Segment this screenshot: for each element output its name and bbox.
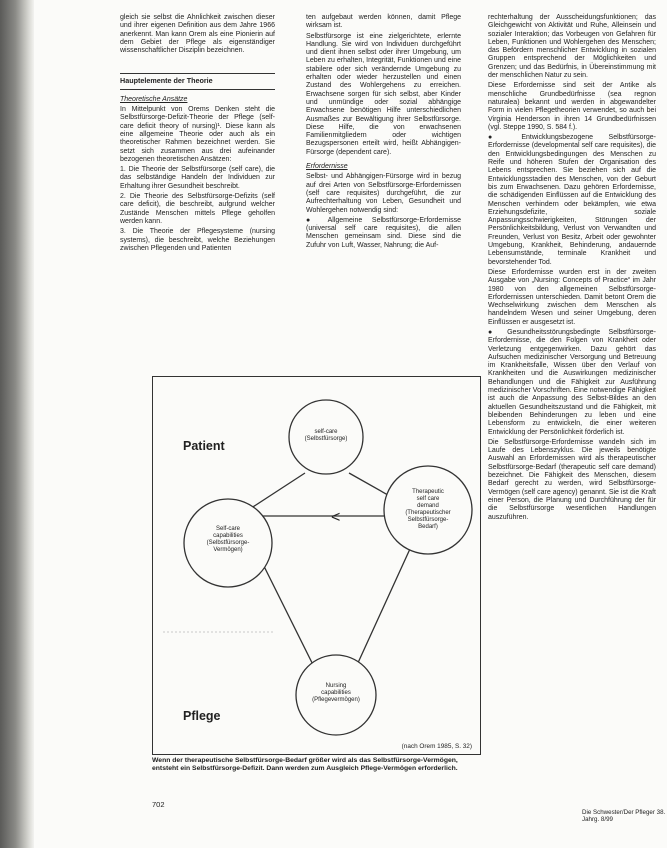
second-edition-paragraph: Diese Erfordernisse wurden erst in der zweiten Ausgabe von „Nursing: Concepts of Practice“ im Jahr 1980 von den allgemeinen Selbstfürsorge-Erfordernissen unterschieden. Damit betont Orem die Wechselwirkung zwischen dem Menschen als handelndem Wesen und seiner Umgebung, deren Einflüssen er ausgesetzt ist. [488,268,656,326]
selfcare-paragraph: Selbstfürsorge ist eine zielgerichtete, erlernte Handlung. Sie wird von Individuen durchgeführt und dient ihnen selbst oder ihrer Umgebung, um Leben zu erhalten, Integrität, Funktionen und eine stabilere oder sich verändernde Umgebung zu erhalten oder wieder herzustellen und einen Zustand des Wohlergehens zu erreichen. Erwachsene sorgen für sich selbst, aber Kinder und unmündige oder sozial abhängige Erwachsene benötigen Hilfe unterschiedlichen Ausmaßes zur Bewältigung ihrer Selbstfürsorge. Diese Hilfe, die von erwachsenen Familienmitgliedern oder wichtigen Bezugspersonen erteilt wird, heißt Abhängigen-Fürsorge (dependent care). [306,32,461,156]
list-item-1: 1. Die Theorie der Selbstfürsorge (self care), die das selbständige Handeln der Individuen zur Erhaltung ihrer Gesundheit beschreibt. [120,166,275,190]
node-nursing-text: Nursing capabilities (Pflegevermögen) [312,683,360,703]
text-column-right [488,14,656,524]
book-spine-shadow [0,0,34,848]
page-number: 702 [152,800,165,809]
node-demand-text: Therapeutic self care demand (Therapeutischer Selbstfürsorge- Bedarf) [405,489,451,530]
figure-source: (nach Orem 1985, S. 32) [401,743,472,750]
antiquity-paragraph: Diese Erfordernisse sind seit der Antike als menschliche Grundbedürfnisse (sea regnon naturalea) bekannt und werden in abgewandelter Form in vielen Pflegetheorien verwendet, so auch bei Virginia Henderson in ihren 14 Grundbedürfnissen (vgl. Steppe 1990, S. 584 f.). [488,82,656,131]
lifecycle-paragraph: Die Selbstfürsorge-Erfordernisse wandeln sich im Laufe des Lebenszyklus. Die jeweils benötigte Auswahl an Erfordernissen wird als therapeutischer Selbstfürsorge-Bedarf (therapeutic self care demand) bezeichnet. Die Fähigkeit des Menschen, diesem Bedarf gerecht zu werden, wird Selbstfürsorge-Vermögen (self care agency) genannt. Sie ist die Kraft einer Person, die Planung und Durchführung der für die Selbstfürsorge wesentlichen Handlungen auszuführen. [488,438,656,521]
continuation-paragraph: ten aufgebaut werden können, damit Pflege wirksam ist. [306,14,461,30]
requisites-paragraph: Selbst- und Abhängigen-Fürsorge wird in bezug auf drei Arten von Selbstfürsorge-Erfordernissen (self care requisites) durchgeführt, die zur Aufrechterhaltung von Leben, Gesundheit und Wohlergehen notwendig sind: [306,173,461,214]
orem-model-figure [152,376,481,755]
bullet-icon: ● [488,328,508,336]
bullet-icon: ● [306,216,328,224]
list-item-3: 3. Die Theorie der Pflegesysteme (nursing systems), die beschreibt, welche Beziehungen zwischen Pflegenden und Patienten [120,228,275,252]
document-page [34,0,667,848]
bullet-icon: ● [488,134,522,142]
label-pflege: Pflege [183,709,221,723]
subheading-requirements: Erfordernisse [306,163,348,171]
label-patient: Patient [183,439,225,453]
theory-paragraph: In Mittelpunkt von Orems Denken steht die Selbstfürsorge-Defizit-Theorie der Pflege (self-care deficit theory of nursing)¹. Diese kann als eine allgemeine Theorie oder auch als ein theoretischer Rahmen bezeichnet werden. Sie setzt sich zusammen aus drei aufeinander bezogenen theoretischen Ansätzen: [120,106,275,163]
text-column-middle [306,14,461,252]
journal-footer: Die Schwester/Der Pfleger 38. Jahrg. 8/99 [582,809,666,823]
developmental-paragraph: ● Entwicklungsbezogene Selbstfürsorge-Erfordernisse (developmental self care requisites), die den Entwicklungsbedingungen des Menschen zu Reife und höheren Stufen der Organisation des Lebens entsprechen. Sie beziehen sich auf die Entwicklungsstadien des Menschen, von der Geburt bis zum Erwachsenen. Dazu gehören Erfordernisse, die schädigenden Einflüssen auf die Entwicklung des Menschen verhindern oder bekämpfen, wie etwa Erziehungsdefizite, soziale Anpassungsschwierigkeiten, Störungen der Persönlichkeitsbildung, Verlust von Verwandten und Freunden, Verlust von Besitz, Arbeit oder gewohnter Umgebung, Krankheit, Behinderung, andauernde Lebensumstände, terminale Krankheit und bevorstehender Tod. [488,134,656,266]
node-selfcare-text: self-care (Selbstfürsorge) [304,429,348,442]
node-capabilities-text: Self-care capabilities (Selbstfürsorge- Vermögen) [206,526,250,553]
section-heading: Hauptelemente der Theorie [120,73,275,89]
less-than-symbol: < [331,509,341,526]
needs-paragraph: rechterhaltung der Ausscheidungsfunktionen; das Gleichgewicht von Aktivität und Ruhe, Alleinsein und sozialer Interaktion; das Vorbeugen von Gefahren für Leben, Funktionen und Wohlergehen des Menschen; das Befördern menschlicher Entwicklung in sozialen Gruppen entsprechend der Möglichkeiten und Grenzen; und das Bedürfnis, in Übereinstimmung mit der menschlichen Natur zu sein. [488,14,656,80]
health-deviation-paragraph: ● Gesundheitsstörungsbedingte Selbstfürsorge-Erfordernisse, die den Folgen von Krankheit oder Verletzung entgegenwirken. Dazu gehört das Aufsuchen medizinischer Versorgung und Betreuung im Krankheitsfalle, Wissen über den Verlauf von Krankheiten und die Auswirkungen medizinischer Behandlungen und die Fähigkeit zur Ausführung medizinischer Vorschriften. Eine notwendige Fähigkeit ist auch die Anpassung des Selbst-Bildes an den aktuellen Gesundheitszustand und die Fähigkeit, mit bleibenden Behinderungen zu leben und eine Lebensform zu entwickeln, die einer weiteren Entwicklung der Persönlichkeit förderlich ist. [488,328,656,436]
universal-requisites-paragraph: ● Allgemeine Selbstfürsorge-Erfordernisse (universal self care requisites), die allen Menschen gemeinsam sind. Diese sind die Zufuhr von Luft, Wasser, Nahrung; die Auf- [306,216,461,249]
text-column-left [120,14,275,255]
intro-paragraph: gleich sie selbst die Ahnlichkeit zwischen dieser und ihrer eigenen Definition aus dem Jahre 1966 anerkennt. Man kann Orem als eine Pionierin auf dem Gebiet der Pflege als eigenständiger wissenschaftlicher Disziplin bezeichnen. [120,14,275,55]
subheading-theoretical: Theoretische Ansätze [120,95,188,103]
list-item-2: 2. Die Theorie des Selbstfürsorge-Defizits (self care deficit), die beschreibt, aufgrund welcher Zustände Menschen mittels Pflege geholfen werden kann. [120,193,275,225]
figure-caption: Wenn der therapeutische Selbstfürsorge-Bedarf größer wird als das Selbstfürsorge-Vermögen, entsteht ein Selbstfürsorge-Defizit. Dann werden zum Ausgleich Pflege-Vermögen erforderlich. [152,757,458,772]
